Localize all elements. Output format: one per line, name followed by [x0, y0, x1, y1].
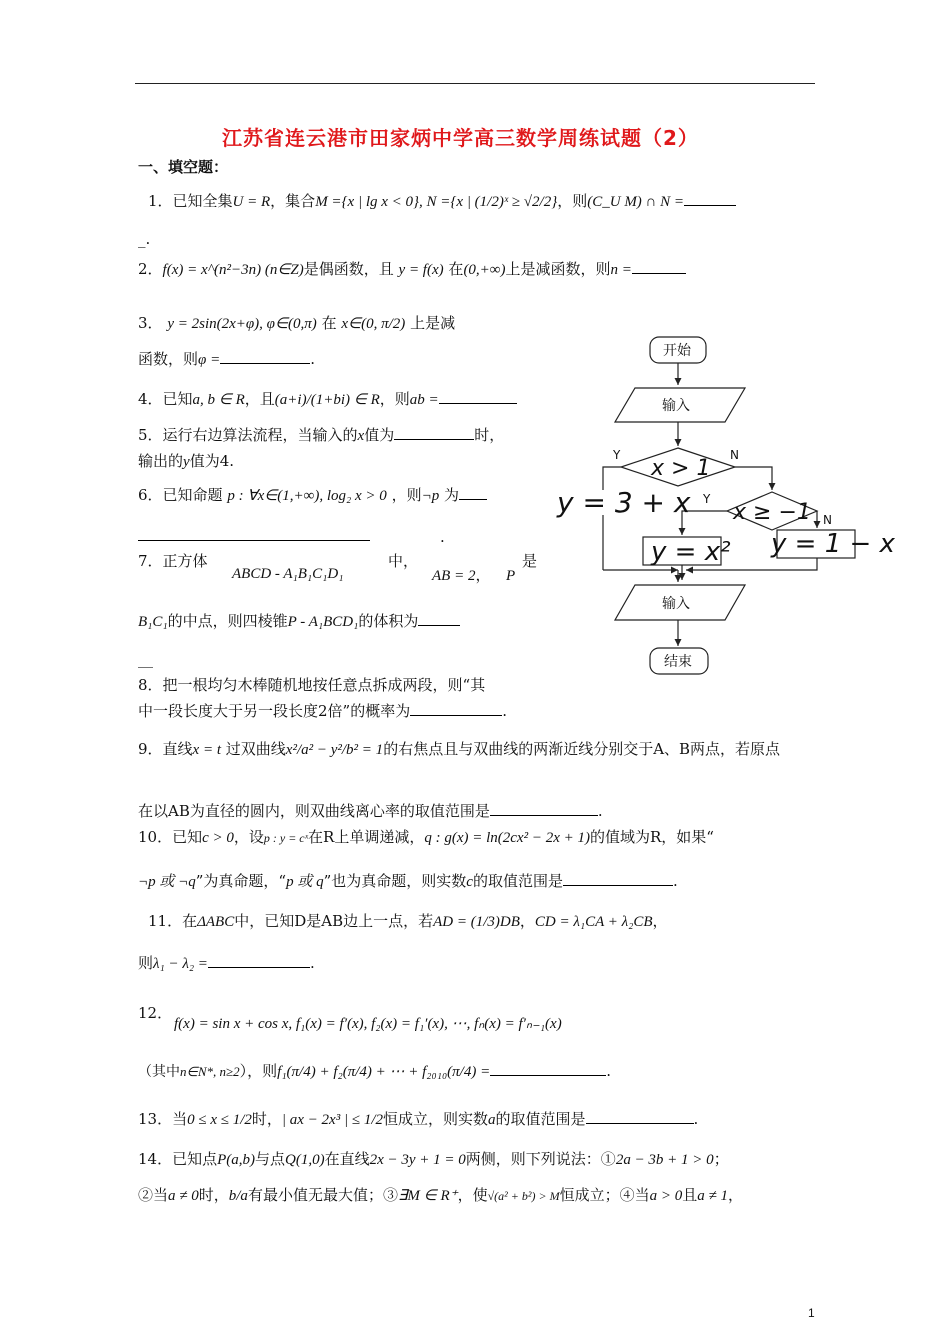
q6-text: 6．已知命题	[138, 486, 223, 504]
q13-math-a: a	[488, 1112, 496, 1128]
question-5-line-2	[138, 450, 234, 473]
q9-text-2: 过双曲线	[225, 740, 286, 758]
page-title: 江苏省连云港市田家炳中学高三数学周练试题（2）	[222, 126, 699, 150]
question-12-line-2	[138, 1060, 611, 1083]
q10-text-2: ，设	[233, 828, 264, 846]
q3-text-2: 上是减	[410, 314, 456, 332]
flow-end-label: 结束	[664, 654, 692, 670]
q2-math-n: n =	[610, 262, 632, 278]
q11-answer-blank[interactable]	[208, 953, 310, 968]
question-2	[138, 258, 686, 281]
question-5	[138, 424, 504, 447]
q13-math-ineq: | ax − 2x³ | ≤ 1/2	[281, 1112, 383, 1128]
q9-math-hyperbola: x²/a² − y²/b² = 1	[285, 742, 384, 758]
question-10	[138, 826, 714, 849]
flow-formula3-label: y = 1 − x	[771, 529, 895, 559]
flow-start-label: 开始	[663, 343, 691, 359]
q5-text-3: 时，	[474, 426, 505, 444]
question-11	[148, 910, 668, 933]
q3-answer-blank[interactable]	[220, 349, 310, 364]
flow-formula1-label: y = 3 + x	[557, 486, 691, 519]
question-3-line-2	[138, 348, 315, 371]
q14-math-a: a ≠ 0	[168, 1188, 199, 1204]
q5-text-2: 值为	[364, 426, 395, 444]
q10-text-4: 的值域为R，如果“	[589, 828, 714, 846]
q6-math-prop: p : ∀x∈(1,+∞), log₂ x > 0	[227, 488, 387, 504]
q10-text-5: ”为真命题，“	[195, 872, 287, 890]
q7-text-b: 中，	[388, 552, 419, 570]
q14-text-11: 且	[682, 1186, 698, 1204]
q13-text-4: 的取值范围是	[495, 1110, 586, 1128]
q4-text-2: ，且	[244, 390, 275, 408]
question-12: 12．	[138, 1004, 173, 1022]
q12-text-2: ），则	[239, 1062, 278, 1080]
q10-text: 10．已知	[138, 828, 203, 846]
q12-math-sum: f₁(π/4) + f₂(π/4) + ⋯ + f₂₀₁₀(π/4) =	[277, 1064, 491, 1080]
q10-math-c2: c	[466, 874, 473, 890]
question-9-line-2	[138, 800, 603, 822]
q2-num: 2．	[138, 260, 163, 278]
q12-math-n: n∈N*, n≥2	[180, 1064, 240, 1079]
q2-text: 是偶函数，且	[303, 260, 394, 278]
flow-formula2-label: y = x²	[651, 537, 731, 567]
header-rule	[135, 83, 815, 84]
q3-text-3: 函数，则	[138, 350, 199, 368]
q14-text-8: 有最小值无最大值；③	[247, 1186, 398, 1204]
question-6	[138, 484, 487, 507]
q12-answer-blank[interactable]	[490, 1061, 606, 1076]
q14-math-p: P(a,b)	[217, 1152, 255, 1168]
flow-output-label: 输入	[662, 596, 690, 612]
q7-math-b1c1: B₁C₁	[138, 614, 168, 630]
q3-num: 3．	[138, 314, 163, 332]
q7-text-e: 的体积为	[358, 612, 419, 630]
flow-cond2-label: x ≥ −1	[733, 500, 811, 525]
q9-answer-blank[interactable]	[490, 801, 598, 816]
q13-text-2: 时，	[251, 1110, 282, 1128]
question-14	[138, 1148, 729, 1171]
q2-answer-blank[interactable]	[632, 259, 686, 274]
q14-text-3: 在直线	[324, 1150, 370, 1168]
flow-cond1-label: x > 1	[651, 456, 711, 481]
q3-math-interval: x∈(0, π/2)	[341, 316, 406, 332]
flow-cond2-no: N	[823, 513, 832, 527]
q2-math-func: f(x) = x^(n²−3n) (n∈Z)	[162, 262, 304, 278]
q10-text-7: 的取值范围是	[472, 872, 563, 890]
q11-text: 11．在	[148, 912, 198, 930]
q8-answer-blank[interactable]	[410, 701, 502, 716]
q4-text-3: ，则	[379, 390, 410, 408]
flow-cond1-yes: Y	[613, 448, 621, 462]
q11-text-3: ，	[519, 912, 535, 930]
q6-period: .	[440, 528, 445, 546]
question-7-line-2	[138, 610, 460, 633]
question-10-line-2	[138, 870, 678, 893]
q14-math-q: Q(1,0)	[285, 1152, 325, 1168]
q6-answer-line[interactable]	[138, 540, 370, 541]
q5-answer-blank[interactable]	[394, 425, 474, 440]
q12-math-funcs: f(x) = sin x + cos x, f₁(x) = f′(x), f₂(x) = f₁′(x), ⋯, fₙ(x) = f′ₙ₋₁(x)	[174, 1016, 562, 1032]
q5-text-5: 值为4.	[189, 452, 234, 470]
q7-line-1	[232, 562, 343, 585]
q14-text-2: 与点	[255, 1150, 286, 1168]
q3-period: .	[310, 350, 315, 368]
q14-math-ineq: 2a − 3b + 1 > 0	[615, 1152, 714, 1168]
q1-text-3: ，则	[557, 192, 588, 210]
q7-text: 7．正方体	[138, 552, 208, 570]
q10-math-notp: ¬p 或 ¬q	[138, 874, 196, 890]
q7-text-d: 的中点，则四棱锥	[167, 612, 288, 630]
q6-math-notp: ¬p	[421, 488, 440, 504]
q5-math-x: x	[357, 428, 365, 444]
q1-math-expr: (C_U M) ∩ N =	[587, 194, 685, 210]
q5-text: 5．运行右边算法流程，当输入的	[138, 426, 358, 444]
q7-tail: __	[138, 650, 153, 668]
q14-math-sqrt: √(a² + b²) > M	[487, 1189, 560, 1203]
q4-math-frac: (a+i)/(1+bi) ∈ R	[274, 392, 380, 408]
question-3	[138, 312, 455, 335]
question-8: 8．把一根均匀木棒随机地按任意点拆成两段，则“其	[138, 676, 486, 694]
q2-text-3: 上是减函数，则	[505, 260, 611, 278]
q7-math-p-value: P	[506, 568, 516, 584]
q6-text-3: 为	[443, 486, 459, 504]
q13-text-3: 恒成立，则实数	[383, 1110, 489, 1128]
q10-math-q: q : g(x) = ln(2cx² − 2x + 1)	[424, 830, 590, 846]
q4-math-product: ab =	[409, 392, 439, 408]
q1-text-2: ，集合	[270, 192, 316, 210]
q9-period: .	[597, 802, 603, 820]
question-4	[138, 388, 517, 411]
q3-math-phi: φ =	[198, 352, 221, 368]
q7-answer-blank[interactable]	[418, 611, 460, 626]
q12-text: （其中	[138, 1064, 180, 1080]
q14-math-ba: b/a	[228, 1188, 248, 1204]
q7-math-p	[506, 564, 515, 587]
q7-math-pyramid: P - A₁BCD₁	[287, 614, 359, 630]
q6-text-2: ，则	[391, 486, 422, 504]
q12-math	[174, 1012, 562, 1035]
q14-text: 14．已知点	[138, 1150, 218, 1168]
q10-math-c: c > 0	[202, 830, 234, 846]
question-1	[148, 190, 736, 213]
q8-period: .	[502, 702, 507, 720]
q9-text-4: 在以AB为直径的圆内，则双曲线离心率的取值范围是	[138, 802, 490, 820]
q4-answer-blank[interactable]	[439, 389, 517, 404]
q11-text-5: 则	[138, 954, 154, 972]
question-13	[138, 1108, 698, 1131]
q14-text-7: 时，	[198, 1186, 229, 1204]
q10-text-6: ”也为真命题，则实数	[323, 872, 467, 890]
q11-math-triangle: ΔABC	[197, 914, 235, 930]
q11-text-2: 中，已知D是AB边上一点，若	[234, 912, 434, 930]
q2-math-interval: (0,+∞)	[463, 262, 506, 278]
q7-text-c: 是	[522, 552, 538, 570]
q5-text-4: 输出的	[138, 452, 184, 470]
q11-math-vector: AD = (1/3)DB	[433, 914, 520, 930]
q9-math-line: x = t	[192, 742, 221, 758]
flow-input-label: 输入	[662, 398, 690, 414]
q7-math-cube: ABCD - A₁B₁C₁D₁	[232, 566, 344, 582]
q13-text: 13．当	[138, 1110, 188, 1128]
q7-comma: ，	[475, 566, 491, 584]
question-14-line-2	[138, 1184, 743, 1207]
q1-answer-blank[interactable]	[684, 191, 736, 206]
q9-text-3: 的右焦点且与双曲线的两渐近线分别交于A、B两点，若原点	[383, 740, 781, 758]
flow-cond1-no: N	[730, 448, 739, 462]
q1-text: 1．已知全集	[148, 192, 233, 210]
flow-no-branch-1	[735, 467, 772, 490]
q3-text: 在	[321, 314, 337, 332]
q11-text-4: ，	[652, 912, 668, 930]
q2-math-y: y = f(x)	[398, 262, 444, 278]
q11-period: .	[309, 954, 315, 972]
q13-answer-blank[interactable]	[586, 1109, 694, 1124]
page-number: 1	[808, 1306, 815, 1320]
q14-math-m: ∃M ∈ R⁺	[397, 1188, 458, 1204]
q4-math-ab: a, b ∈ R	[192, 392, 245, 408]
q13-math-range: 0 ≤ x ≤ 1/2	[187, 1112, 252, 1128]
flowchart	[555, 330, 895, 680]
q10-answer-blank[interactable]	[563, 871, 673, 886]
section-heading: 一、填空题：	[138, 158, 229, 176]
question-7	[138, 550, 208, 572]
question-9	[138, 738, 780, 761]
q8-text-2: 中一段长度大于另一段长度2倍”的概率为	[138, 702, 411, 720]
flow-cond2-yes: Y	[703, 492, 711, 506]
q14-text-5: ；	[713, 1150, 729, 1168]
q14-math-ane1: a ≠ 1	[697, 1188, 728, 1204]
q11-math-cd: CD = λ₁CA + λ₂CB	[534, 914, 653, 930]
q6-answer-blank[interactable]	[459, 485, 487, 500]
q14-text-6: ②当	[138, 1186, 169, 1204]
q14-math-line: 2x − 3y + 1 = 0	[369, 1152, 466, 1168]
q9-text: 9．直线	[138, 740, 193, 758]
q2-text-2: 在	[448, 260, 464, 278]
q1-math-sets: M ={x | lg x < 0}, N ={x | (1/2)ˣ ≥ √2/2}	[315, 194, 558, 210]
q1-tail: _.	[138, 230, 151, 248]
q10-period: .	[672, 872, 678, 890]
q14-text-4: 两侧，则下列说法：①	[465, 1150, 616, 1168]
q10-math-porq: p 或 q	[286, 874, 324, 890]
q7-math-ab-value: AB = 2	[432, 568, 476, 584]
q4-text: 4．已知	[138, 390, 193, 408]
q3-math-func: y = 2sin(2x+φ), φ∈(0,π)	[167, 316, 317, 332]
question-8-line-2	[138, 700, 507, 722]
q5-math-y: y	[183, 454, 190, 470]
q1-math-universe: U = R	[232, 194, 271, 210]
q14-text-10: 恒成立；④当	[559, 1186, 650, 1204]
q10-text-3: 在R上单调递减，	[308, 828, 425, 846]
q11-math-lambda: λ₁ − λ₂ =	[153, 956, 208, 972]
q14-text-9: ，使	[457, 1186, 488, 1204]
q10-math-p: p : y = cˣ	[263, 831, 309, 845]
question-11-line-2	[138, 952, 315, 975]
q14-math-apos: a > 0	[649, 1188, 683, 1204]
q14-comma: ，	[727, 1186, 743, 1204]
q13-period: .	[693, 1110, 699, 1128]
q12-period: .	[606, 1062, 611, 1080]
q7-math-ab	[432, 564, 490, 587]
